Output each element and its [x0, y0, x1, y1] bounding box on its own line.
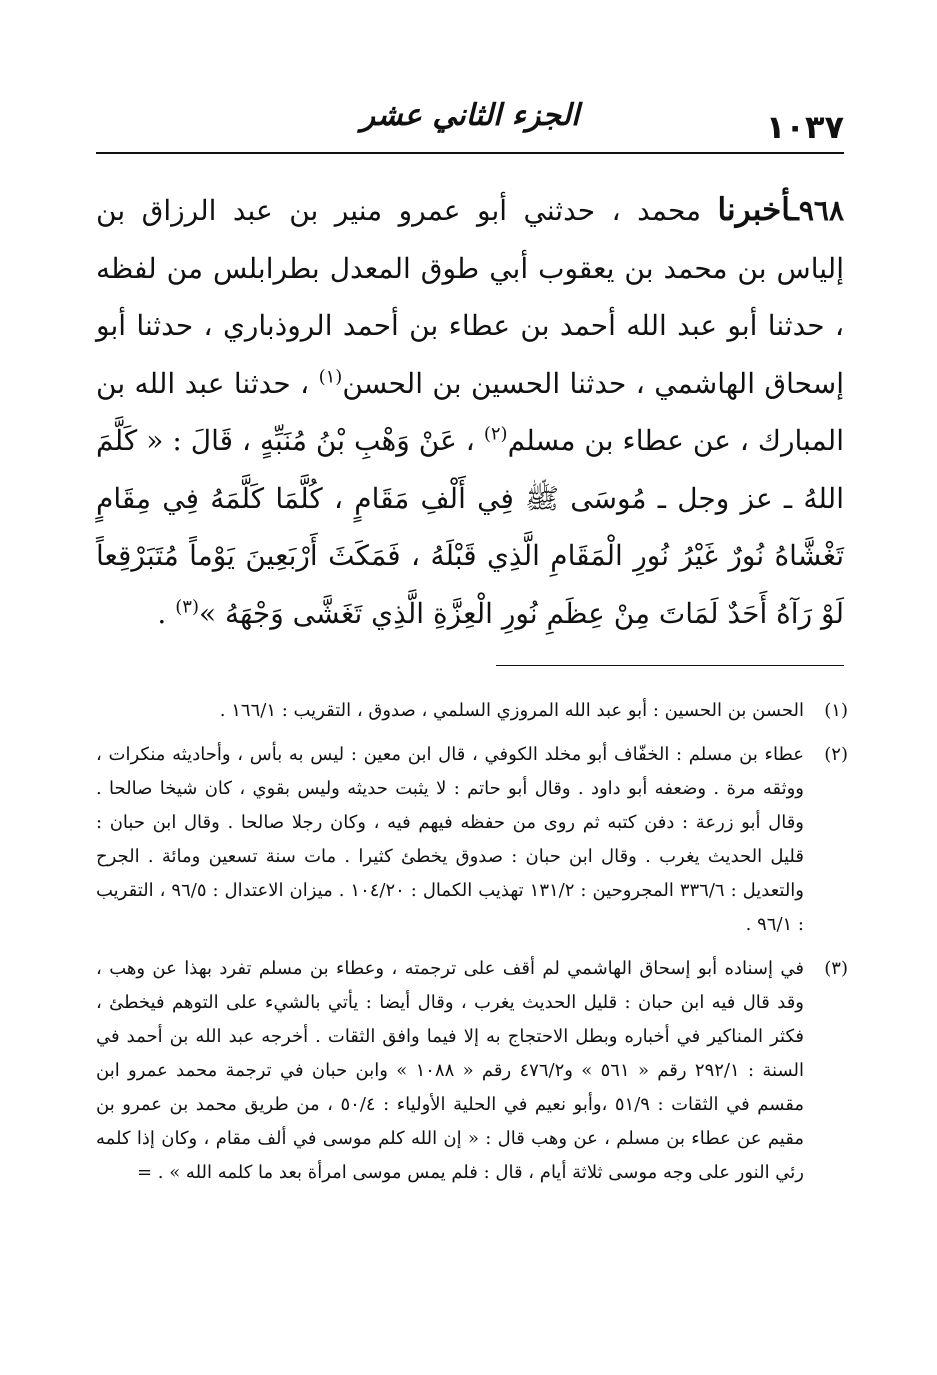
- page-header: [96, 96, 844, 154]
- entry-text-end: .: [157, 596, 176, 630]
- entry-lead: أخبرنا: [717, 192, 791, 228]
- entry-text-isnad: محمد ، حدثني أبو عمرو منير بن عبد الرزاق بن إلياس بن محمد بن يعقوب أبي طوق المعدل بطرابلس من لفظه ، حدثنا أبو عبد الله أحمد بن عطاء بن أحمد الروذباري ، حدثنا أبو إسحاق الهاشمي ، حدثنا الحسين بن الحسن: [96, 194, 844, 400]
- footnote-ref-1: (١): [318, 366, 343, 388]
- footnote-text: عطاء بن مسلم : الخفّاف أبو مخلد الكوفي ، قال ابن معين : ليس به بأس ، وأحاديثه منكرات ، ووثقه مرة . وضعفه أبو داود . وقال أبو حاتم : لا يثبت حديثه وليس بقوي ، كان شيخا صالحا . وقال أبو زرعة : دفن كتبه ثم روى من حفظه فيهم فيه ، وكان رجلا صالحا . وقال ابن حبان : قليل الحديث يغرب . وقال ابن حبان : صدوق يخطئ كثيرا . مات سنة تسعين ومائة . الجرح والتعديل : ٣٣٦/٦ المجروحين : ١٣١/٢ تهذيب الكمال : ١٠٤/٢٠ . ميزان الاعتدال : ٩٦/٥ ، التقريب : ٩٦/١ .: [96, 744, 804, 935]
- running-title: الجزء الثاني عشر: [360, 98, 580, 133]
- footnote-2: [96, 738, 848, 942]
- footnote-ref-2: (٢): [483, 423, 508, 445]
- footnote-text: الحسن بن الحسين : أبو عبد الله المروزي السلمي ، صدوق ، التقريب : ١٦٦/١ .: [219, 700, 804, 721]
- footnote-number: (١): [824, 700, 848, 721]
- footnote-number: (٣): [824, 958, 848, 979]
- footnote-ref-3: (٣): [175, 596, 199, 618]
- header-rule: [96, 152, 844, 154]
- footnote-3: [96, 952, 848, 1190]
- page-number: ١٠٣٧: [765, 108, 844, 146]
- footnote-1: [96, 694, 848, 728]
- footnotes: [96, 694, 848, 1200]
- footnote-number: (٢): [824, 744, 848, 765]
- entry-number: ٩٦٨ـ: [790, 194, 844, 227]
- entry-text-matn: ، عَنْ وَهْبِ بْنُ مُنَبِّهٍ ، قَالَ : « كَلَّمَ اللهُ ـ عز وجل ـ مُوسَى ﷺ فِي أَلْفِ مَقَامٍ ، كُلَّمَا كَلَّمَهُ فِي مِقَامٍ تَغْشَّاهُ نُورٌ غَيْرُ نُورِ الْمَقَامِ الَّذِي قَبْلَهُ ، فَمَكَثَ أَرْبَعِينَ يَوْماً مُتَبَرْقِعاً لَوْ رَآهُ أَحَدٌ لَمَاتَ مِنْ عِظَمِ نُورِ الْعِزَّةِ الَّذِي تَغَشَّى وَجْهَهُ »: [96, 424, 844, 630]
- footnote-separator: [496, 665, 844, 666]
- hadith-entry: [96, 182, 844, 642]
- footnote-text: في إسناده أبو إسحاق الهاشمي لم أقف على ترجمته ، وعطاء بن مسلم تفرد بهذا عن وهب ، وقد قال فيه ابن حبان : قليل الحديث يغرب ، وقال أيضا : يأتي بالشيء على التوهم فيخطئ ، فكثر المناكير في أخباره وبطل الاحتجاج به إلا فيما وافق الثقات . أخرجه عبد الله بن أحمد في السنة : ٢٩٢/١ رقم « ٥٦١ » و٤٧٦/٢ رقم « ١٠٨٨ » وابن حبان في ترجمة محمد عمرو ابن مقسم في الثقات : ٥١/٩ ،وأبو نعيم في الحلية الأولياء : ٥٠/٤ ، من طريق محمد بن عمرو بن مقيم عن عطاء بن مسلم ، عن وهب قال : « إن الله كلم موسى في ألف مقام ، وكان إذا كلمه رئي النور على وجه موسى ثلاثة أيام ، قال : فلم يمس موسى امرأة بعد ما كلمه الله » . =: [96, 958, 805, 1183]
- entry-text-isnad-cont: ، حدثنا عبد الله بن المبارك ، عن عطاء بن مسلم: [96, 366, 844, 457]
